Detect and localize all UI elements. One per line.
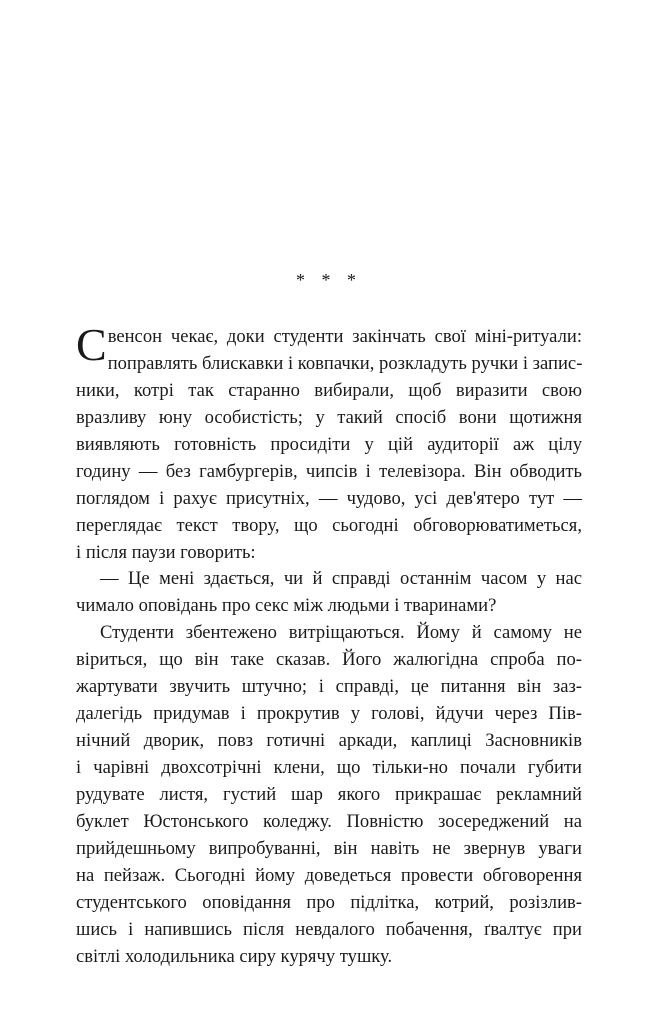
text-line: на пейзаж. Сьогодні йому доведеться провести обговорення [76,864,582,886]
text-line: далегідь придумав і прокрутив у голові, йдучи через Пів- [76,703,582,725]
text-line: віриться, що він таке сказав. Його жалюгідна спроба по- [76,649,582,671]
drop-cap: С [76,319,107,370]
text-line: рудувате листя, густий шар якого прикрашає рекламний [76,783,582,805]
text-line: буклет Юстонського коледжу. Повністю зосереджений на [76,810,582,832]
text-line: світлі холодильника сиру курячу тушку. [76,945,393,967]
text-line: і після паузи говорить: [76,541,256,563]
text-line: жартувати звучить штучно; і справді, це питання він зaз- [76,676,582,698]
text-line: поглядом і рахує присутніх, — чудово, усі дев'ятеро тут — [76,487,582,509]
text-line: вразливу юну особистість; у такий спосіб вони щотижня [76,406,582,428]
section-separator: * * * [296,270,362,290]
text-line: поправлять блискавки і ковпачки, розкладуть ручки і запис- [107,352,583,374]
paragraph-2 [76,566,582,620]
body-text [76,319,583,971]
text-line: переглядає текст твору, що сьогодні обговорюватиметься, [76,514,582,536]
paragraph-3 [76,620,582,970]
text-line: шись і напившись після невдалого побачення, ґвалтує при [76,918,582,940]
text-line: і чарівні двохсотрічні клени, що тільки-но почали губити [76,757,582,778]
text-line: Студенти збентежено витріщаються. Йому й самому не [100,622,582,644]
text-line: виявляють готовність просидіти у цій аудиторії аж цілу [76,433,582,455]
text-line: студентського оповідання про підлітка, котрий, розізлив- [76,891,582,913]
paragraph-1 [76,319,583,566]
text-line: венсон чекає, доки студенти закінчать свої міні-ритуали: [107,326,582,347]
text-line: годину — без гамбургерів, чипсів і телевізора. Він обводить [76,460,582,482]
text-line: нічний дворик, повз готичні аркади, каплиці Засновників [76,730,582,752]
text-line: прийдешньому випробуванні, він навіть не звернув уваги [76,837,582,859]
text-line: — Це мені здається, чи й справді останнім часом у нас [100,568,582,590]
text-line: ники, котрі так старанно вибирали, щоб виразити свою [76,379,582,401]
text-line: чимало оповідань про секс між людьми і тваринами? [76,595,497,617]
